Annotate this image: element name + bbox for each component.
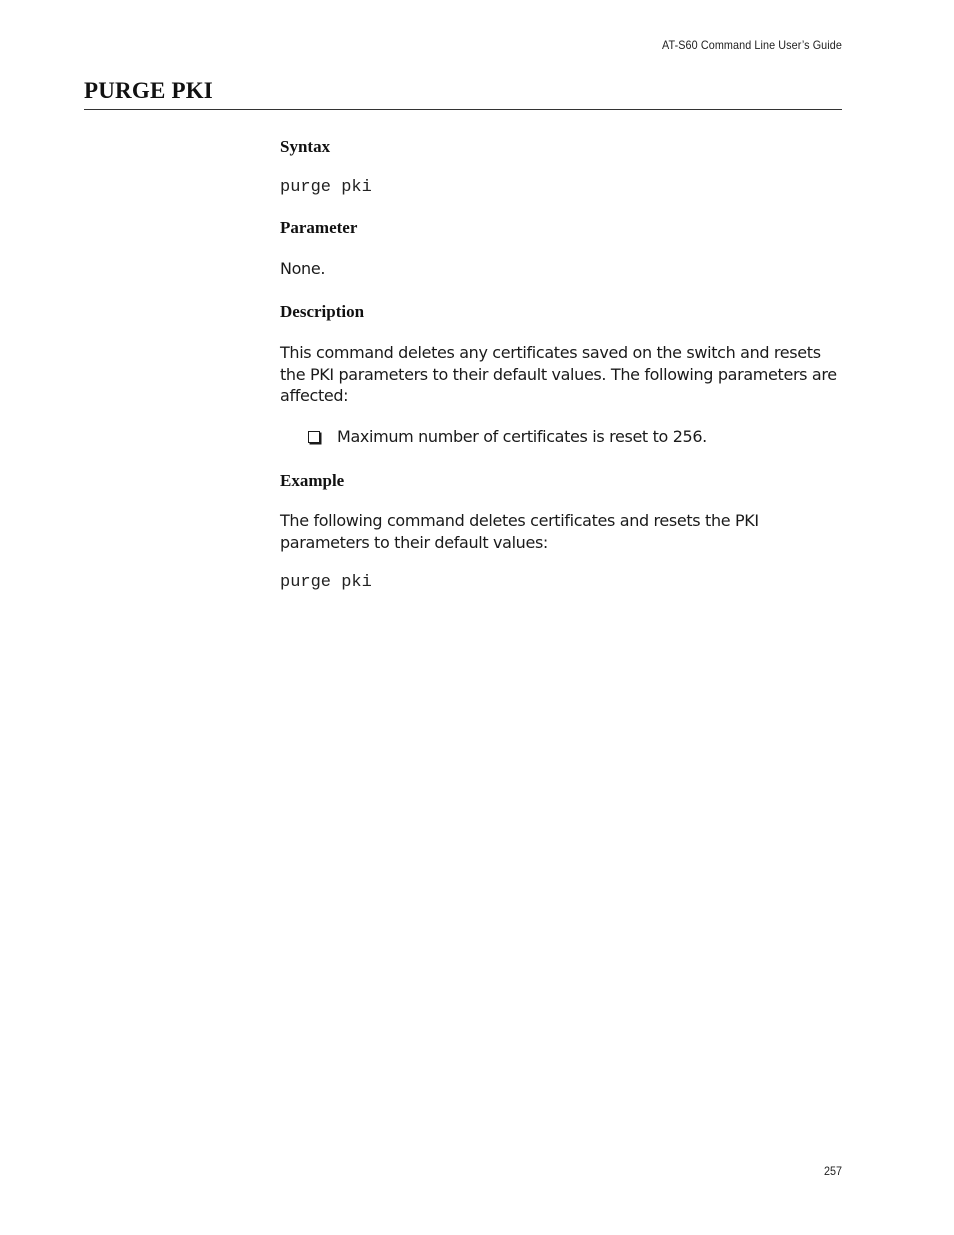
title-rule <box>84 109 842 110</box>
bullet-text: Maximum number of certificates is reset to 256. <box>337 427 707 446</box>
syntax-code: purge pki <box>280 178 372 197</box>
parameter-text: None. <box>280 259 326 278</box>
syntax-heading: Syntax <box>280 137 331 156</box>
description-bullet-list <box>308 426 707 448</box>
checkbox-square-icon <box>308 431 320 443</box>
example-heading: Example <box>280 471 345 490</box>
description-heading: Description <box>280 302 365 321</box>
page-number: 257 <box>823 1164 842 1178</box>
parameter-heading: Parameter <box>280 218 358 237</box>
list-item <box>308 426 707 448</box>
description-text: This command deletes any certificates saved on the switch and resets the PKI parameters to their default values. The following parameters are affected: <box>280 343 837 405</box>
page-title: PURGE PKI <box>84 78 213 103</box>
example-code: purge pki <box>280 573 372 592</box>
running-header: AT-S60 Command Line User’s Guide <box>662 38 842 52</box>
example-text: The following command deletes certificates and resets the PKI parameters to their default values: <box>280 511 759 552</box>
